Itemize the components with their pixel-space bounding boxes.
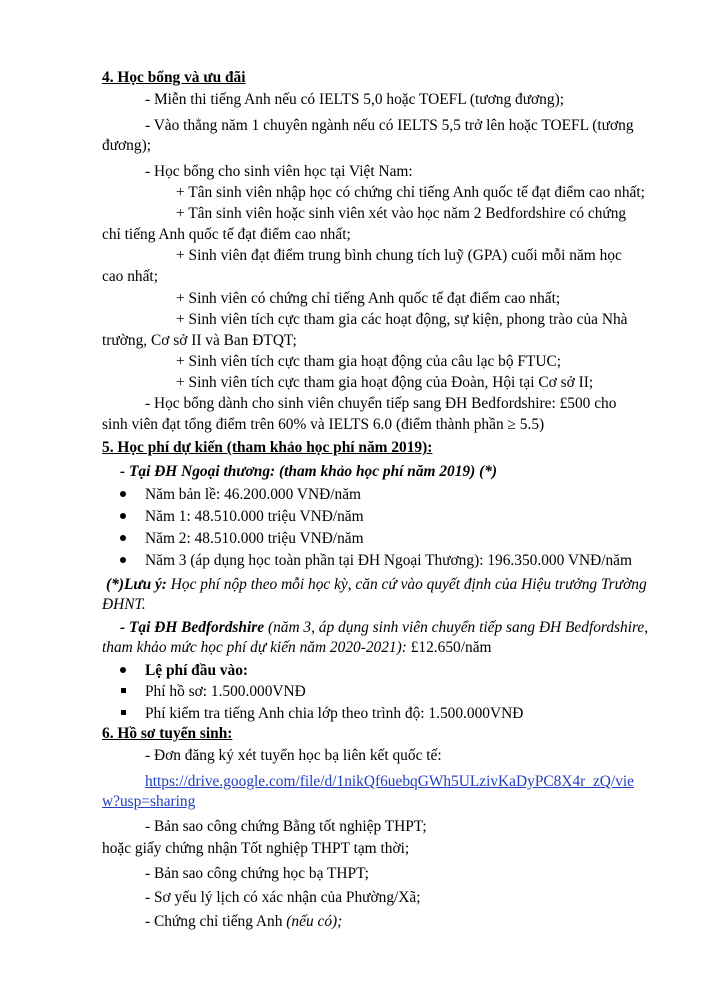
bedfordshire-fee: tham khảo mức học phí dự kiến năm 2020-2021): £12.650/năm [102, 639, 492, 656]
square-bullet-icon [121, 710, 126, 715]
s4-plus-item: trường, Cơ sở II và Ban ĐTQT; [102, 332, 297, 349]
s4-plus-item: + Sinh viên tích cực tham gia hoạt động của câu lạc bộ FTUC; [176, 353, 562, 370]
s4-plus-item: + Sinh viên tích cực tham gia hoạt động của Đoàn, Hội tại Cơ sở II; [176, 374, 594, 391]
s6-line: - Bản sao công chứng học bạ THPT; [145, 865, 369, 882]
section-6-heading: 6. Hồ sơ tuyển sinh: [102, 725, 233, 742]
square-bullet-icon [121, 688, 126, 693]
form-link[interactable]: w?usp=sharing [102, 793, 196, 810]
s6-line: - Bản sao công chứng Bằng tốt nghiệp THPT; [145, 818, 427, 835]
s4-line: đương); [102, 137, 151, 154]
section-5-heading: 5. Học phí dự kiến (tham khảo học phí năm 2019): [102, 439, 433, 456]
s4-line: sinh viên đạt tổng điểm trên 60% và IELTS 6.0 (điểm thành phần ≥ 5.5) [102, 416, 545, 433]
fee-note: ĐHNT. [102, 596, 146, 613]
bullet-icon [120, 513, 126, 519]
s4-line: - Vào thẳng năm 1 chuyên ngành nếu có IELTS 5,5 trở lên hoặc TOEFL (tương [145, 117, 634, 134]
bullet-icon [120, 491, 126, 497]
s4-plus-item: + Sinh viên đạt điểm trung bình chung tích luỹ (GPA) cuối mỗi năm học [176, 247, 622, 264]
s6-line: - Sơ yếu lý lịch có xác nhận của Phường/Xã; [145, 889, 421, 906]
bullet-icon [120, 535, 126, 541]
s4-line: - Học bổng dành cho sinh viên chuyển tiếp sang ĐH Bedfordshire: £500 cho [145, 395, 617, 412]
s4-plus-item: cao nhất; [102, 268, 158, 285]
bedfordshire-fee: - Tại ĐH Bedfordshire (năm 3, áp dụng sinh viên chuyển tiếp sang ĐH Bedfordshire, [120, 619, 649, 636]
s6-line: - Chứng chỉ tiếng Anh (nếu có); [145, 913, 343, 930]
fee-note: (*)Lưu ý: Học phí nộp theo mỗi học kỳ, căn cứ vào quyết định của Hiệu trưởng Trường [106, 576, 647, 593]
section-4-heading: 4. Học bổng và ưu đãi [102, 69, 246, 86]
document-page: 4. Học bổng và ưu đãi - Miễn thi tiếng Anh nếu có IELTS 5,0 hoặc TOEFL (tương đương); - Vào thẳng năm 1 chuyên ngành nếu có IELTS 5,5 trở lên hoặc TOEFL (tương đương); - Học bổng cho sinh viên học tại Việt Nam: + Tân sinh viên nhập học có chứng chỉ tiếng Anh quốc tế đạt điểm cao nhất; + Tân sinh viên hoặc sinh viên xét vào học năm 2 Bedfordshire có chứng chỉ tiếng Anh quốc tế đạt điểm cao nhất; + Sinh viên đạt điểm trung bình chung tích luỹ (GPA) cuối mỗi năm học cao nhất; + Sinh viên có chứng chỉ tiếng Anh quốc tế đạt điểm cao nhất; + Sinh viên tích cực tham gia các hoạt động, sự kiện, phong trào của Nhà trường, Cơ sở II và Ban ĐTQT; + Sinh viên tích cực tham gia hoạt động của câu lạc bộ FTUC; + Sinh viên tích cực tham gia hoạt động của Đoàn, Hội tại Cơ sở II; - Học bổng dành cho sinh viên chuyển tiếp sang ĐH Bedfordshire: £500 cho sinh viên đạt tổng điểm trên 60% và IELTS 6.0 (điểm thành phần ≥ 5.5) 5. Học phí dự kiến (tham khảo học phí năm 2019): - Tại ĐH Ngoại thương: (tham khảo học phí năm 2019) (*) Năm bản lề: 46.200.000 VNĐ/năm Năm 1: 48.510.000 triệu VNĐ/năm Năm 2: 48.510.000 triệu VNĐ/năm Năm 3 (áp dụng học toàn phần tại ĐH Ngoại Thương): 196.350.000 VNĐ/năm (*)Lưu ý: Học phí nộp theo mỗi học kỳ, căn cứ vào quyết định của Hiệu trưởng Trường ĐHNT. - Tại ĐH Bedfordshire (năm 3, áp dụng sinh viên chuyển tiếp sang ĐH Bedfordshire, tham khảo mức học phí dự kiến năm 2020-2021): £12.650/năm Lệ phí đầu vào: Phí hồ sơ: 1.500.000VNĐ Phí kiểm tra tiếng Anh chia lớp theo trình độ: 1.500.000VNĐ 6. Hồ sơ tuyển sinh: - Đơn đăng ký xét tuyển học bạ liên kết quốc tế: https://drive.google.com/file/d/1nikQf6uebqGWh5ULzivKaDyPC8X4r_zQ/vie w?usp=sharing - Bản sao công chứng Bằng tốt nghiệp THPT; hoặc giấy chứng nhận Tốt nghiệp THPT tạm thời; - Bản sao công chứng học bạ THPT; - Sơ yếu lý lịch có xác nhận của Phường/Xã; - Chứng chỉ tiếng Anh (nếu có); [102, 69, 649, 930]
entry-fee-title: Lệ phí đầu vào: [145, 662, 249, 679]
s4-plus-item: + Sinh viên có chứng chỉ tiếng Anh quốc tế đạt điểm cao nhất; [176, 290, 561, 307]
ftu-fee-title: - Tại ĐH Ngoại thương: (tham khảo học phí năm 2019) (*) [120, 463, 498, 480]
s6-line: hoặc giấy chứng nhận Tốt nghiệp THPT tạm thời; [102, 840, 410, 857]
s6-line: - Đơn đăng ký xét tuyển học bạ liên kết quốc tế: [145, 747, 442, 764]
s4-plus-item: + Sinh viên tích cực tham gia các hoạt động, sự kiện, phong trào của Nhà [176, 311, 628, 328]
bullet-icon [120, 557, 126, 563]
s4-line: - Học bổng cho sinh viên học tại Việt Nam: [145, 163, 413, 180]
form-link[interactable]: https://drive.google.com/file/d/1nikQf6uebqGWh5ULzivKaDyPC8X4r_zQ/vie [145, 773, 634, 790]
bullet-icon [120, 667, 126, 673]
s4-plus-item: chỉ tiếng Anh quốc tế đạt điểm cao nhất; [102, 226, 351, 243]
s4-plus-item: + Tân sinh viên hoặc sinh viên xét vào học năm 2 Bedfordshire có chứng [176, 205, 627, 222]
s4-line: - Miễn thi tiếng Anh nếu có IELTS 5,0 hoặc TOEFL (tương đương); [145, 91, 564, 108]
s4-plus-item: + Tân sinh viên nhập học có chứng chỉ tiếng Anh quốc tế đạt điểm cao nhất; [176, 184, 645, 201]
